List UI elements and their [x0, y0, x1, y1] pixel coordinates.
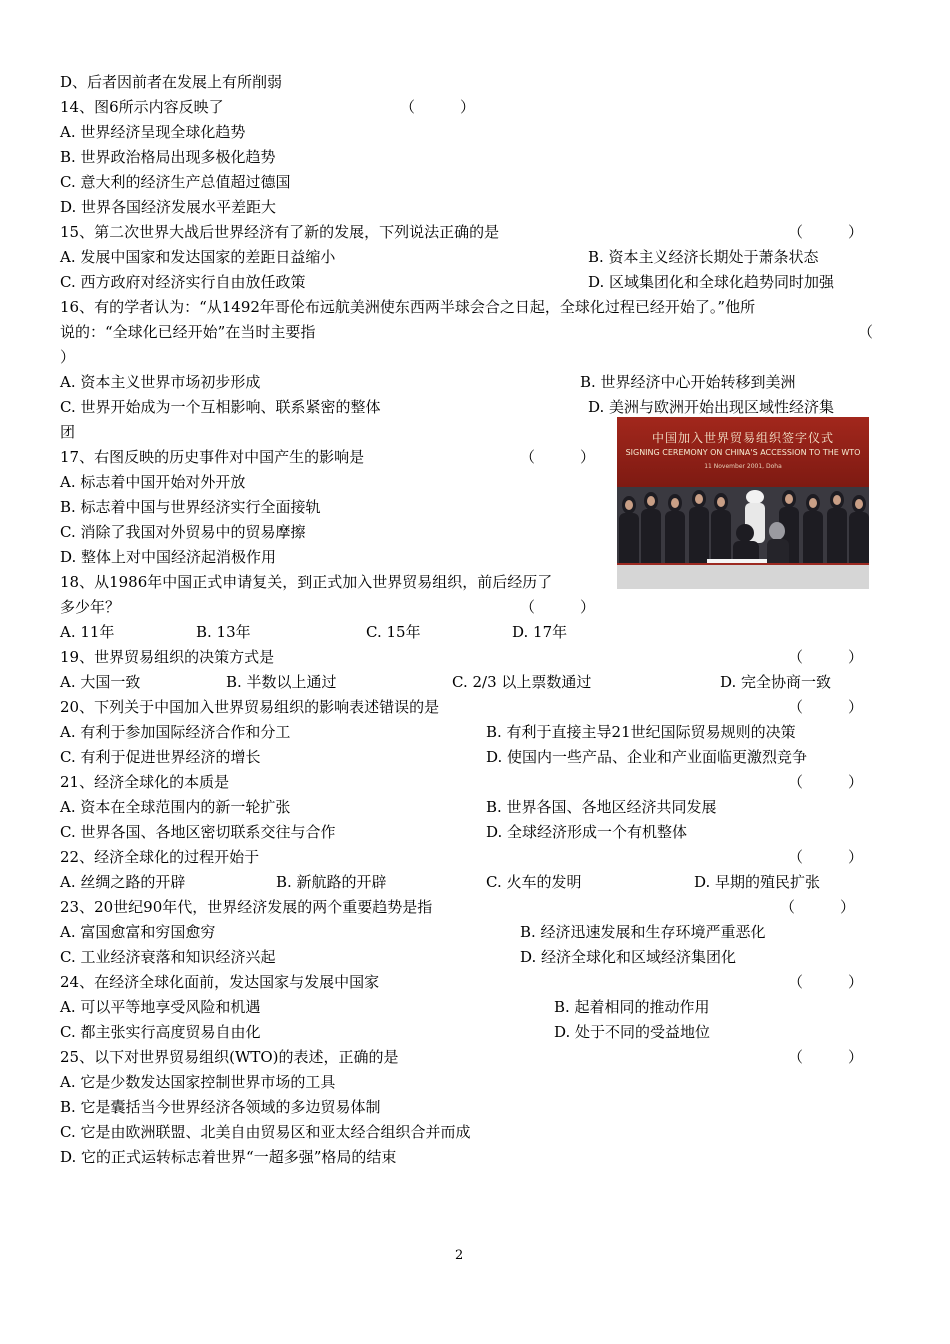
line-text: 多少年？: [60, 598, 121, 616]
line-text-column: B. 经济迅速发展和生存环境严重恶化: [520, 923, 766, 941]
line-text: C. 工业经济衰落和知识经济兴起: [60, 948, 276, 966]
line-text: C. 消除了我国对外贸易中的贸易摩擦: [60, 523, 306, 541]
line-text-column: （ ）: [520, 598, 596, 616]
line-text: D. 整体上对中国经济起消极作用: [60, 548, 277, 566]
line-text: D. 世界各国经济发展水平差距大: [60, 198, 277, 216]
line-text: 17、右图反映的历史事件对中国产生的影响是: [60, 448, 365, 466]
line-text-column: B. 新航路的开辟: [276, 873, 387, 891]
line-text-column: D. 美洲与欧洲开始出现区域性经济集: [588, 398, 835, 416]
line-text-column: （ ）: [788, 698, 864, 716]
ceremony-banner: [617, 417, 869, 487]
banner-date: 11 November 2001, Doha: [704, 463, 782, 470]
line-text-column: D. 处于不同的受益地位: [554, 1023, 711, 1041]
line-text: A. 资本主义世界市场初步形成: [60, 373, 261, 391]
line-text: A. 大国一致: [60, 673, 141, 691]
line-text-column: （ ）: [520, 448, 596, 466]
line-text: 15、第二次世界大战后世界经济有了新的发展，下列说法正确的是: [60, 223, 500, 241]
line-text-column: （ ）: [788, 973, 864, 991]
line-text-column: D. 完全协商一致: [720, 673, 832, 691]
line-text-column: C. 2/3 以上票数通过: [452, 673, 592, 691]
line-text-column: （ ）: [788, 848, 864, 866]
line-text: 21、经济全球化的本质是: [60, 773, 230, 791]
line-text: C. 它是由欧洲联盟、北美自由贸易区和亚太经合组织合并而成: [60, 1123, 471, 1141]
line-text: C. 有利于促进世界经济的增长: [60, 748, 261, 766]
line-text: A. 资本在全球范围内的新一轮扩张: [60, 798, 291, 816]
line-text-column: （ ）: [788, 223, 864, 241]
line-text-column: D. 经济全球化和区域经济集团化: [520, 948, 737, 966]
line-text: 16、有的学者认为：“从1492年哥伦布远航美洲使东西两半球会合之日起，全球化过程已经开始了。”他所: [60, 298, 756, 316]
line-text: 24、在经济全球化面前，发达国家与发展中国家: [60, 973, 380, 991]
banner-chinese-title: 中国加入世界贸易组织签字仪式: [651, 431, 834, 445]
line-text-column: D. 使国内一些产品、企业和产业面临更激烈竞争: [486, 748, 808, 766]
line-text: 14、图6所示内容反映了: [60, 98, 224, 116]
line-text: C. 都主张实行高度贸易自由化: [60, 1023, 261, 1041]
line-text: C. 意大利的经济生产总值超过德国: [60, 173, 291, 191]
line-text: ）: [60, 348, 76, 366]
line-text: A. 可以平等地享受风险和机遇: [60, 998, 261, 1016]
line-text: B. 世界政治格局出现多极化趋势: [60, 148, 276, 166]
wto-signing-photo: [617, 417, 869, 589]
line-text: C. 西方政府对经济实行自由放任政策: [60, 273, 306, 291]
line-text: C. 世界各国、各地区密切联系交往与合作: [60, 823, 336, 841]
line-text-column: B. 13年: [196, 623, 251, 641]
line-text: 23、20世纪90年代，世界经济发展的两个重要趋势是指: [60, 898, 433, 916]
line-text-column: （ ）: [788, 1048, 864, 1066]
line-text: C. 世界开始成为一个互相影响、联系紧密的整体: [60, 398, 381, 416]
line-text: 19、世界贸易组织的决策方式是: [60, 648, 275, 666]
signing-crowd-image: [617, 487, 869, 589]
line-text: 团: [60, 423, 76, 441]
line-text-column: D. 早期的殖民扩张: [694, 873, 821, 891]
line-text-column: B. 世界各国、各地区经济共同发展: [486, 798, 717, 816]
line-text: 18、从1986年中国正式申请复关，到正式加入世界贸易组织，前后经历了: [60, 573, 553, 591]
line-text-column: （ ）: [788, 773, 864, 791]
line-text-column: （ ）: [400, 98, 476, 116]
page-number: 2: [455, 1248, 464, 1263]
line-text-column: （ ）: [788, 648, 864, 666]
line-text: A. 11年: [60, 623, 115, 641]
line-text: D. 它的正式运转标志着世界“一超多强”格局的结束: [60, 1148, 397, 1166]
line-text: B. 标志着中国与世界经济实行全面接轨: [60, 498, 321, 516]
line-text-column: （: [858, 323, 874, 341]
line-text: A. 世界经济呈现全球化趋势: [60, 123, 246, 141]
line-text: A. 富国愈富和穷国愈穷: [60, 923, 216, 941]
line-text: 25、以下对世界贸易组织(WTO)的表述，正确的是: [60, 1048, 399, 1066]
line-text: B. 它是囊括当今世界经济各领域的多边贸易体制: [60, 1098, 381, 1116]
line-text-column: D. 全球经济形成一个有机整体: [486, 823, 688, 841]
line-text-column: B. 起着相同的推动作用: [554, 998, 710, 1016]
line-text: A. 丝绸之路的开辟: [60, 873, 186, 891]
line-text: A. 标志着中国开始对外开放: [60, 473, 246, 491]
banner-english-title: SIGNING CEREMONY ON CHINA'S ACCESSION TO THE WTO: [625, 448, 861, 457]
line-text-column: D. 17年: [512, 623, 568, 641]
line-text-column: B. 半数以上通过: [226, 673, 337, 691]
line-text-column: B. 资本主义经济长期处于萧条状态: [588, 248, 819, 266]
line-text: A. 发展中国家和发达国家的差距日益缩小: [60, 248, 336, 266]
line-text: 22、经济全球化的过程开始于: [60, 848, 260, 866]
line-text-column: D. 区域集团化和全球化趋势同时加强: [588, 273, 835, 291]
line-text: D、后者因前者在发展上有所削弱: [60, 73, 283, 91]
line-text: 说的：“全球化已经开始”在当时主要指: [60, 323, 316, 341]
line-text-column: B. 有利于直接主导21世纪国际贸易规则的决策: [486, 723, 796, 741]
line-text: A. 有利于参加国际经济合作和分工: [60, 723, 291, 741]
line-text: A. 它是少数发达国家控制世界市场的工具: [60, 1073, 336, 1091]
line-text-column: B. 世界经济中心开始转移到美洲: [580, 373, 796, 391]
line-text-column: C. 15年: [366, 623, 421, 641]
line-text: 20、下列关于中国加入世界贸易组织的影响表述错误的是: [60, 698, 440, 716]
line-text-column: C. 火车的发明: [486, 873, 582, 891]
line-text-column: （ ）: [780, 898, 856, 916]
